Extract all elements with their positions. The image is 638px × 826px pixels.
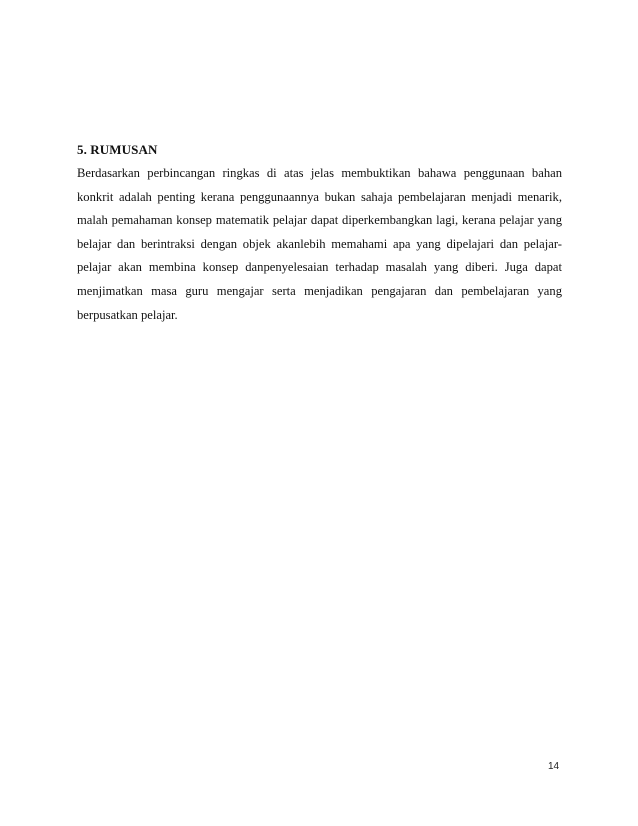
section-paragraph: Berdasarkan perbincangan ringkas di atas jelas membuktikan bahawa penggunaan bahan konkrit adalah penting kerana penggunaannya bukan sahaja pembelajaran menjadi menarik, malah pemahaman konsep matematik pelajar dapat diperkembangkan lagi, kerana pelajar yang belajar dan berintraksi dengan objek akanlebih memahami apa yang dipelajari dan pelajar-pelajar akan membina konsep danpenyelesaian terhadap masalah yang diberi. Juga dapat menjimatkan masa guru mengajar serta menjadikan pengajaran dan pembelajaran yang berpusatkan pelajar. xyxy=(77,166,562,322)
page-number: 14 xyxy=(548,761,560,772)
section-heading: 5. RUMUSAN xyxy=(77,142,158,157)
